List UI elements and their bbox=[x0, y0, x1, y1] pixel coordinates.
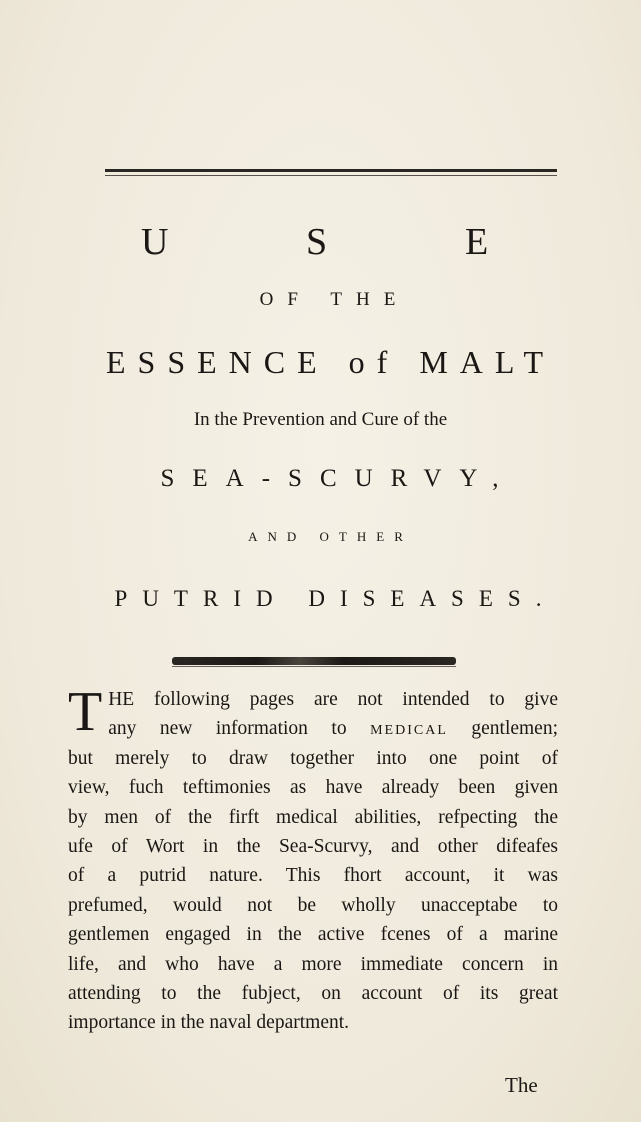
drop-cap: T bbox=[68, 681, 103, 743]
heading-sea-scurvy: SEA-SCURVY, bbox=[160, 465, 517, 492]
body-line-12: importance in the naval department. bbox=[68, 1012, 350, 1034]
body-line-7: of a putrid nature. This fhort account, it was bbox=[68, 865, 558, 887]
ornamental-rule-thin bbox=[172, 666, 456, 667]
ornamental-rule bbox=[172, 657, 456, 665]
heading-use-letter-u: U bbox=[141, 221, 169, 263]
top-rule bbox=[105, 169, 557, 172]
body-line-4: view, fuch teftimonies as have already been given bbox=[68, 777, 558, 799]
heading-and-other: AND OTHER bbox=[248, 529, 413, 544]
heading-use-letter-e: E bbox=[465, 221, 489, 263]
body-line-11: attending to the fubject, on account of its great bbox=[68, 983, 558, 1005]
body-paragraph bbox=[68, 681, 559, 1038]
heading-use-letter-s: S bbox=[306, 221, 328, 263]
body-line-9: gentlemen engaged in the active fcenes of a marine bbox=[68, 924, 558, 946]
body-line-5: by men of the firft medical abilities, refpecting the bbox=[68, 806, 558, 828]
heading-use bbox=[0, 220, 641, 270]
small-caps-medical: medical bbox=[370, 718, 448, 740]
body-line-2 bbox=[68, 714, 558, 743]
body-line-2-end: gentlemen; bbox=[447, 718, 559, 740]
body-line-1: HE following pages are not intended to give bbox=[108, 689, 558, 710]
catchword: The bbox=[505, 1073, 538, 1097]
body-line-2-start: any new information to bbox=[108, 718, 371, 740]
body-line-8: prefumed, would not be wholly unacceptabe to bbox=[68, 894, 558, 916]
heading-essence-of-malt: ESSENCE of MALT bbox=[105, 344, 556, 380]
body-line-6: ufe of Wort in the Sea-Scurvy, and other difeafes bbox=[68, 836, 558, 858]
heading-putrid-diseases: PUTRID DISEASES. bbox=[114, 586, 557, 611]
body-line-3: but merely to draw together into one point of bbox=[68, 747, 558, 769]
heading-of-the: OF THE bbox=[259, 289, 410, 310]
top-rule-thin bbox=[105, 175, 557, 176]
body-line-10: life, and who have a more immediate concern in bbox=[68, 953, 558, 975]
heading-prevention: In the Prevention and Cure of the bbox=[193, 409, 448, 430]
